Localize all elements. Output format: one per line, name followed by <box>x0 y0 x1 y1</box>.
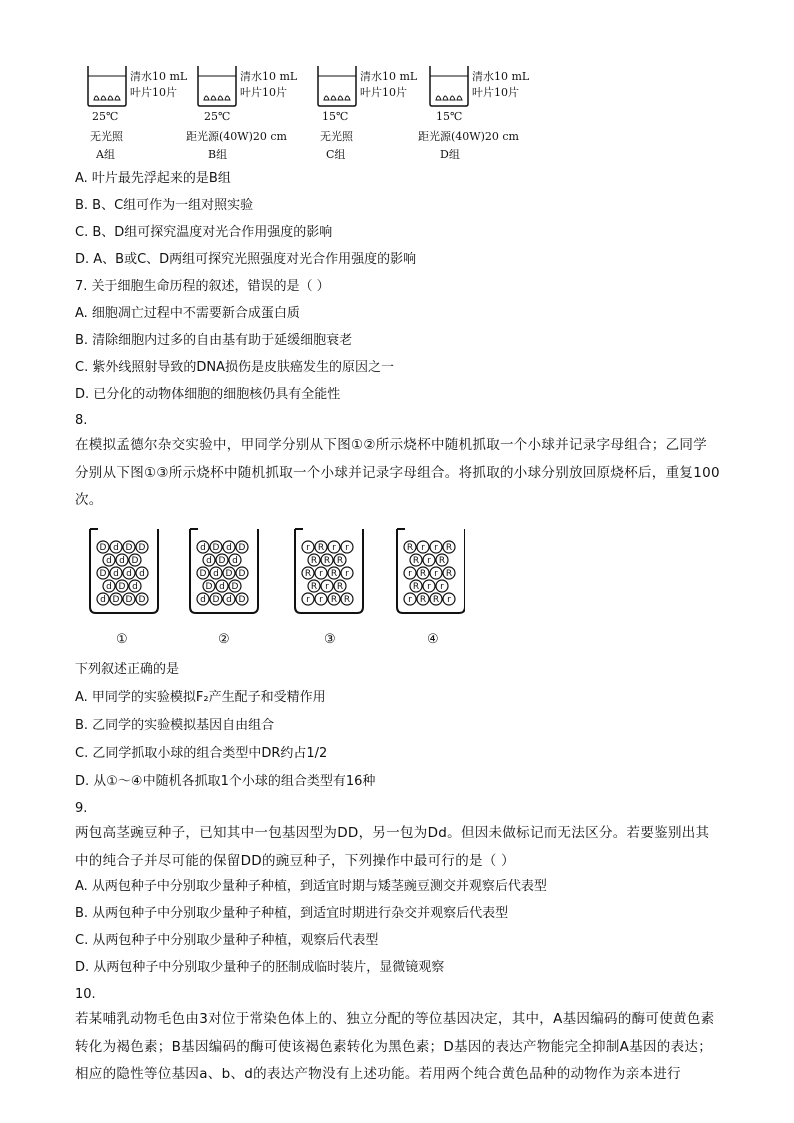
beaker-c-water: 清水10 mL <box>360 70 418 83</box>
svg-text:d: d <box>139 569 145 579</box>
svg-text:R: R <box>330 595 338 605</box>
svg-text:D: D <box>99 569 107 579</box>
svg-text:r: r <box>345 569 349 579</box>
svg-text:R: R <box>419 569 427 579</box>
svg-text:D: D <box>225 569 233 579</box>
svg-text:r: r <box>434 543 438 553</box>
beaker-d-group: D组 <box>440 148 460 161</box>
svg-text:R: R <box>310 582 318 592</box>
q8-question: 下列叙述正确的是 <box>75 662 180 677</box>
q6-option-a: A. 叶片最先浮起来的是B组 <box>75 171 231 186</box>
beaker-b-group: B组 <box>208 148 228 161</box>
svg-text:R: R <box>310 556 318 566</box>
svg-text:d: d <box>200 595 206 605</box>
svg-text:d: d <box>106 582 112 592</box>
svg-text:D: D <box>205 582 213 592</box>
svg-text:r: r <box>427 582 431 592</box>
beaker-a-light: 无光照 <box>90 130 123 143</box>
svg-text:D: D <box>212 595 220 605</box>
beaker-label-4: ④ <box>427 632 439 647</box>
svg-text:r: r <box>306 543 310 553</box>
q7-option-c: C. 紫外线照射导致的DNA损伤是皮肤癌发生的原因之一 <box>75 360 394 375</box>
svg-text:D: D <box>212 543 220 553</box>
svg-text:D: D <box>125 595 133 605</box>
svg-text:d: d <box>100 595 106 605</box>
svg-text:R: R <box>317 543 325 553</box>
q8-stem: 在模拟孟德尔杂交实验中，甲同学分别从下图①②所示烧杯中随机抓取一个小球并记录字母组合；乙同学分别从下图①③所示烧杯中随机抓取一个小球并记录字母组合。将抓取的小球分别放回原烧杯后，重复100次。 <box>75 437 720 508</box>
beaker-d-leaves: 叶片10片 <box>472 86 519 99</box>
beaker-d-light: 距光源(40W)20 cm <box>418 130 519 143</box>
beaker-a-water: 清水10 mL <box>130 70 188 83</box>
svg-text:R: R <box>343 595 351 605</box>
svg-text:d: d <box>113 569 119 579</box>
svg-text:D: D <box>199 569 207 579</box>
beaker-a-leaves: 叶片10片 <box>130 86 177 99</box>
svg-text:r: r <box>440 582 444 592</box>
beaker-figure-1 <box>80 60 530 160</box>
beaker-d-water: 清水10 mL <box>472 70 530 83</box>
beaker-label-3: ③ <box>324 632 336 647</box>
beaker-c-temp: 15℃ <box>322 110 349 123</box>
q8-option-b: B. 乙同学的实验模拟基因自由组合 <box>75 718 275 733</box>
beaker-b-icon <box>196 64 240 108</box>
beaker-d-temp: 15℃ <box>436 110 463 123</box>
q9-number: 9. <box>75 801 88 816</box>
svg-text:d: d <box>113 543 119 553</box>
beaker-c-leaves: 叶片10片 <box>360 86 407 99</box>
q9-stem: 两包高茎豌豆种子，已知其中一包基因型为DD，另一包为Dd。但因未做标记而无法区分。若要鉴别出其中的纯合子并尽可能的保留DD的豌豆种子，下列操作中最可行的是（ ） <box>75 825 710 869</box>
svg-text:d: d <box>119 556 125 566</box>
q10-stem: 若某哺乳动物毛色由3对位于常染色体上的、独立分配的等位基因决定，其中，A基因编码的酶可使黄色素转化为褐色素；B基因编码的酶可使该褐色素转化为黑色素；D基因的表达产物能完全抑制A基因的表达；相应的隐性等位基因a、b、d的表达产物没有上述功能。若用两个纯合黄色品种的动物作为亲本进行 <box>75 1011 715 1082</box>
svg-text:D: D <box>138 595 146 605</box>
svg-text:d: d <box>126 569 132 579</box>
q8-option-d: D. 从①～④中随机各抓取1个小球的组合类型有16种 <box>75 774 376 789</box>
beaker-c-icon <box>316 64 360 108</box>
svg-text:d: d <box>232 556 238 566</box>
svg-text:r: r <box>421 543 425 553</box>
svg-text:r: r <box>427 556 431 566</box>
beaker-b-water: 清水10 mL <box>240 70 298 83</box>
q8-option-c: C. 乙同学抓取小球的组合类型中DR约占1/2 <box>75 746 328 761</box>
svg-text:R: R <box>406 543 414 553</box>
svg-text:R: R <box>336 556 344 566</box>
svg-text:D: D <box>238 595 246 605</box>
q7-option-a: A. 细胞凋亡过程中不需要新合成蛋白质 <box>75 306 300 321</box>
beaker-a-group: A组 <box>96 148 115 161</box>
q6-option-b: B. B、C组可作为一组对照实验 <box>75 198 254 213</box>
svg-text:r: r <box>306 595 310 605</box>
beaker-a-temp: 25℃ <box>92 110 119 123</box>
svg-text:R: R <box>412 582 420 592</box>
svg-text:D: D <box>138 543 146 553</box>
q6-option-c: C. B、D组可探究温度对光合作用强度的影响 <box>75 225 333 240</box>
svg-text:d: d <box>106 556 112 566</box>
q7-stem: 7. 关于细胞生命历程的叙述，错误的是（ ） <box>75 279 330 294</box>
svg-text:D: D <box>131 556 139 566</box>
svg-text:r: r <box>345 543 349 553</box>
q8-option-a: A. 甲同学的实验模拟F₂产生配子和受精作用 <box>75 690 326 705</box>
q9-option-b: B. 从两包种子中分别取少量种子种植，到适宜时期进行杂交并观察后代表型 <box>75 906 509 921</box>
svg-text:D: D <box>118 582 126 592</box>
svg-text:D: D <box>238 543 246 553</box>
beaker-label-1: ① <box>116 632 128 647</box>
svg-text:R: R <box>412 556 420 566</box>
svg-text:r: r <box>332 543 336 553</box>
svg-text:r: r <box>408 569 412 579</box>
svg-text:r: r <box>319 569 323 579</box>
svg-text:r: r <box>325 582 329 592</box>
svg-text:R: R <box>304 569 312 579</box>
svg-text:r: r <box>434 569 438 579</box>
svg-text:R: R <box>445 569 453 579</box>
svg-text:D: D <box>231 582 239 592</box>
svg-text:R: R <box>432 595 440 605</box>
svg-text:d: d <box>213 569 219 579</box>
svg-text:d: d <box>206 556 212 566</box>
q7-option-b: B. 清除细胞内过多的自由基有助于延缓细胞衰老 <box>75 333 353 348</box>
q9-option-c: C. 从两包种子中分别取少量种子种植，观察后代表型 <box>75 933 379 948</box>
beaker-b-leaves: 叶片10片 <box>240 86 287 99</box>
beaker-label-2: ② <box>218 632 230 647</box>
svg-text:R: R <box>336 582 344 592</box>
svg-text:R: R <box>445 543 453 553</box>
q9-option-a: A. 从两包种子中分别取少量种子种植，到适宜时期与矮茎豌豆测交并观察后代表型 <box>75 879 547 894</box>
ball-beakers-figure <box>85 525 465 655</box>
q6-option-d: D. A、B或C、D两组可探究光照强度对光合作用强度的影响 <box>75 252 417 267</box>
svg-text:D: D <box>238 569 246 579</box>
svg-text:D: D <box>125 543 133 553</box>
svg-text:R: R <box>323 556 331 566</box>
svg-text:D: D <box>218 556 226 566</box>
q10-number: 10. <box>75 987 96 1002</box>
svg-text:D: D <box>112 595 120 605</box>
svg-text:r: r <box>447 595 451 605</box>
beaker-d-icon <box>428 64 472 108</box>
svg-text:R: R <box>419 595 427 605</box>
q7-option-d: D. 已分化的动物体细胞的细胞核仍具有全能性 <box>75 387 341 402</box>
beaker-a-icon <box>86 64 130 108</box>
beaker-c-light: 无光照 <box>320 130 353 143</box>
beaker-b-light: 距光源(40W)20 cm <box>186 130 287 143</box>
svg-text:d: d <box>219 582 225 592</box>
svg-text:d: d <box>226 595 232 605</box>
svg-text:D: D <box>99 543 107 553</box>
beaker-c-group: C组 <box>326 148 346 161</box>
beaker-b-temp: 25℃ <box>204 110 231 123</box>
svg-text:d: d <box>132 582 138 592</box>
svg-text:r: r <box>408 595 412 605</box>
svg-text:R: R <box>438 556 446 566</box>
svg-text:r: r <box>319 595 323 605</box>
q8-number: 8. <box>75 413 88 428</box>
svg-text:d: d <box>226 543 232 553</box>
svg-text:d: d <box>200 543 206 553</box>
q9-option-d: D. 从两包种子中分别取少量种子的胚制成临时装片，显微镜观察 <box>75 960 445 975</box>
svg-text:R: R <box>330 569 338 579</box>
